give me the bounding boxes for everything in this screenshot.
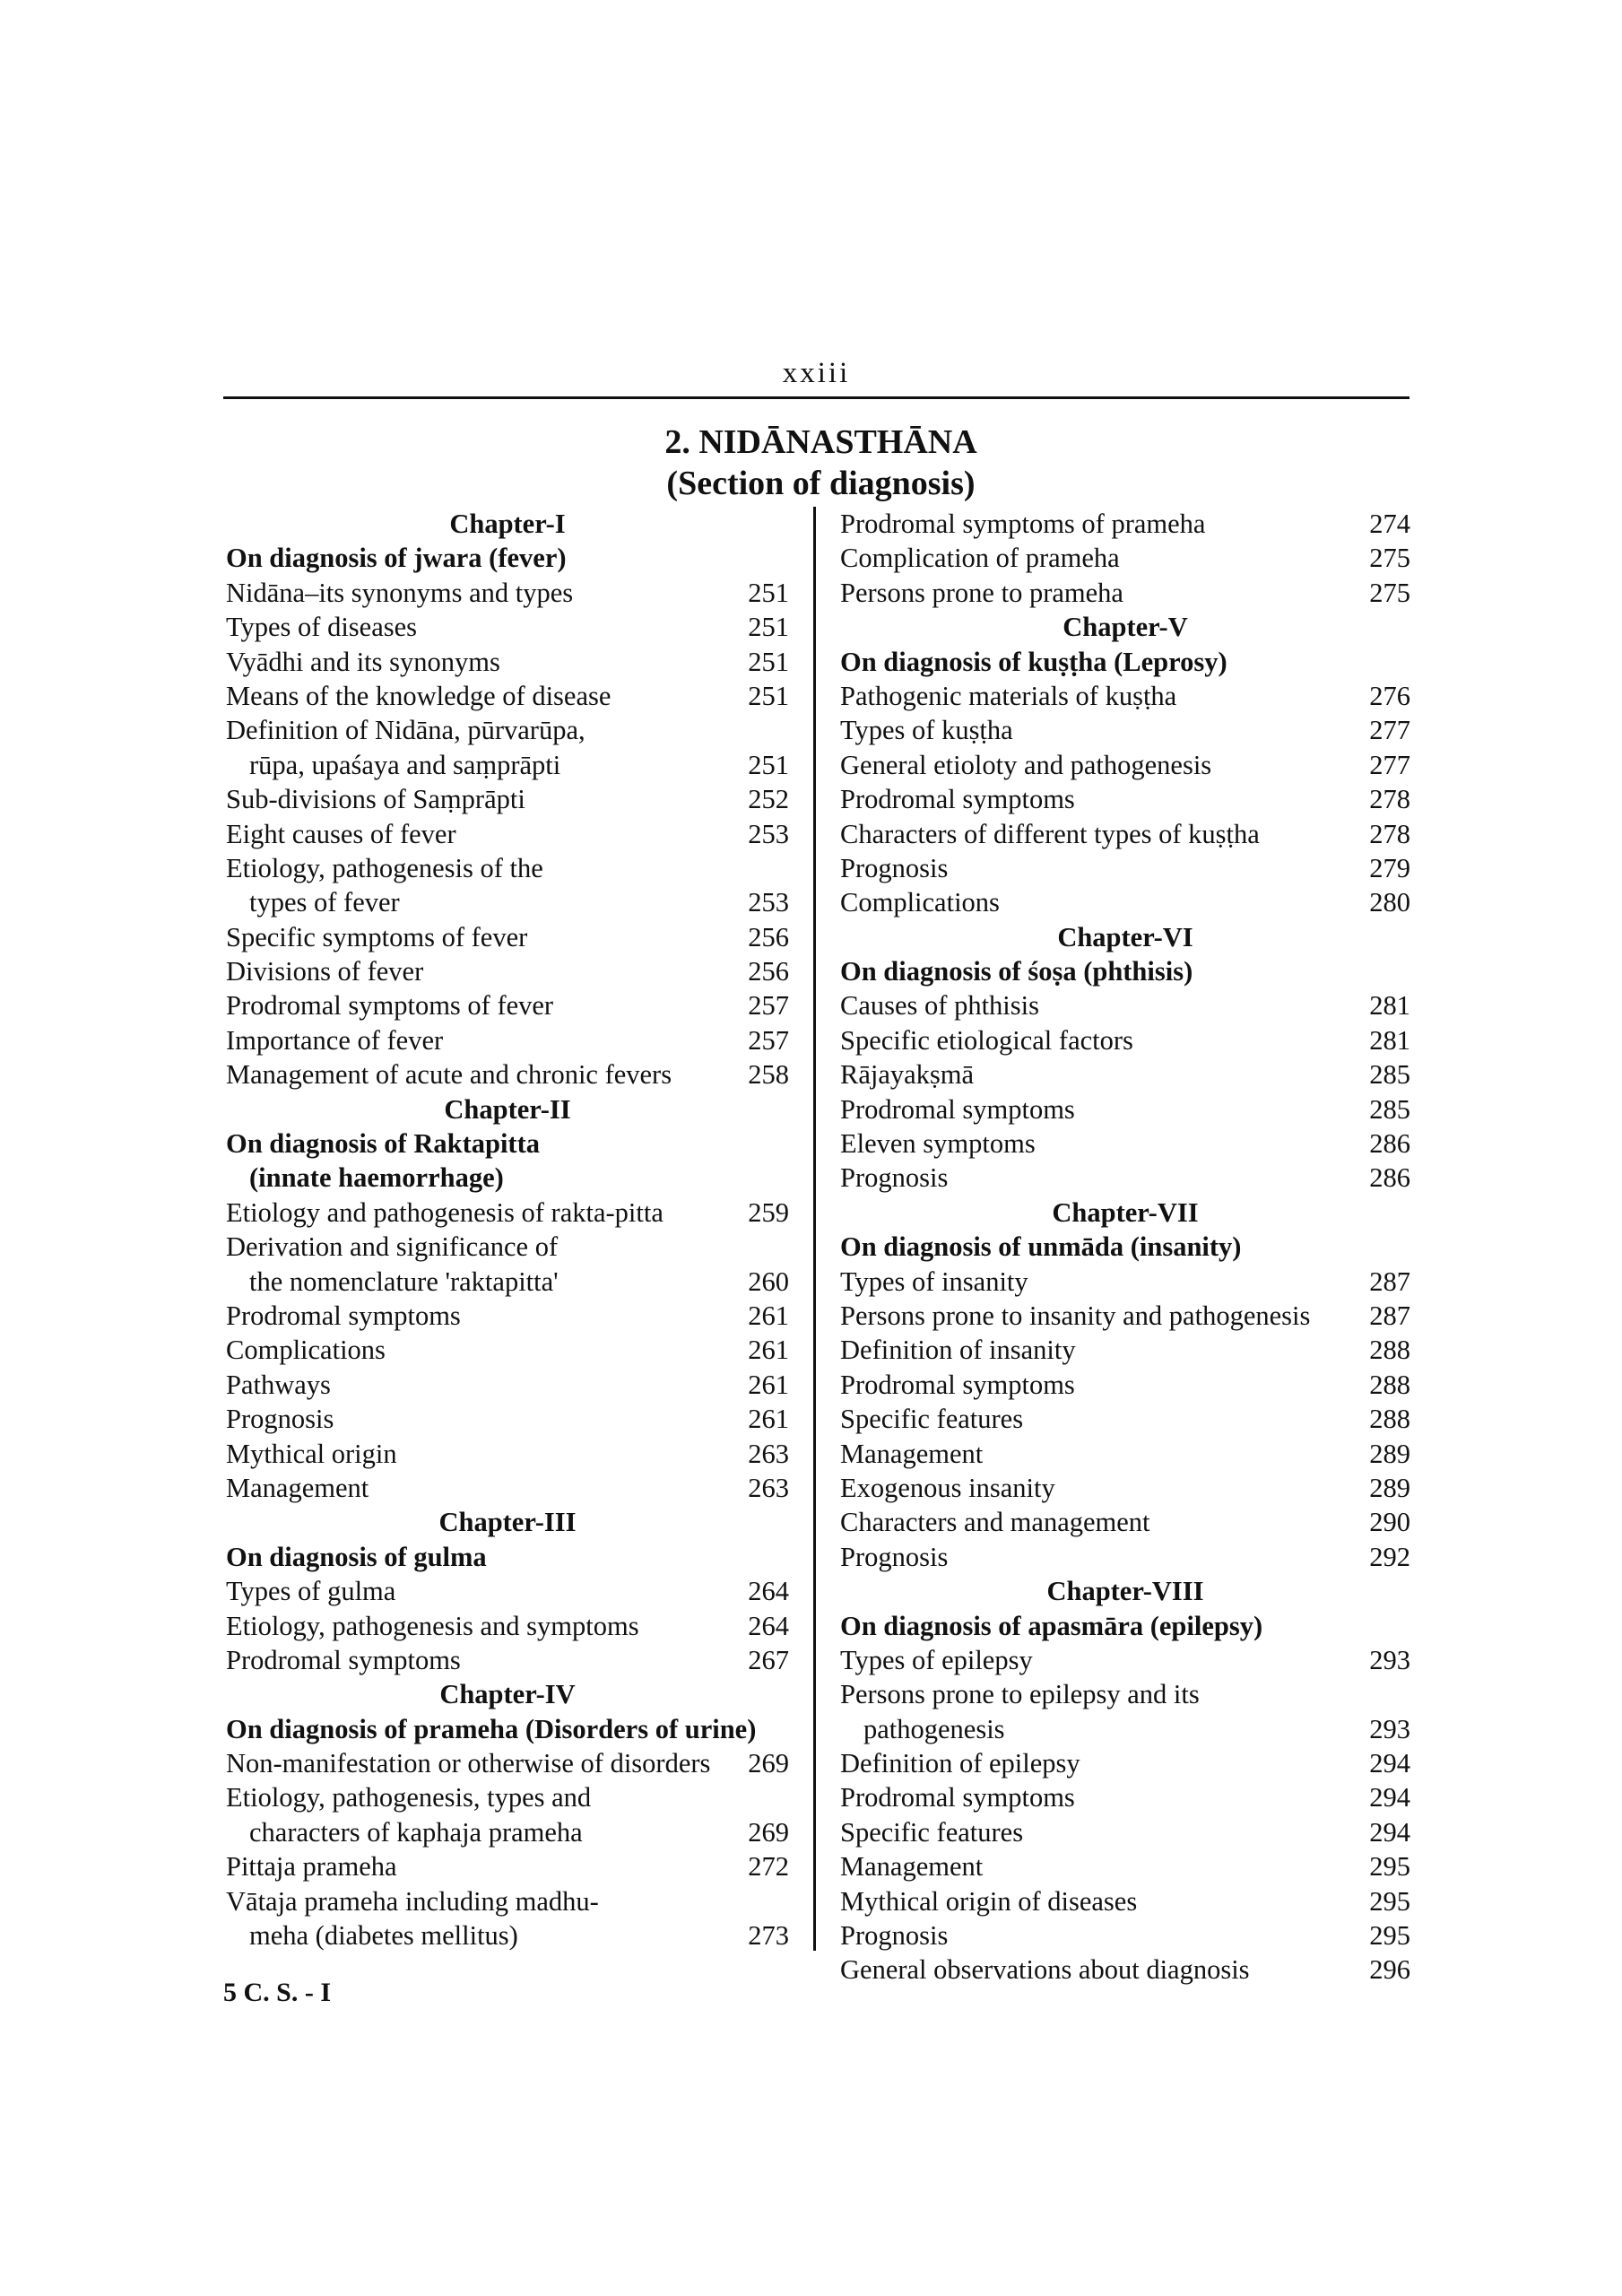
- entry-title: Mythical origin: [226, 1438, 397, 1469]
- contents-entry: [226, 645, 789, 679]
- entry-title: Pathways: [226, 1369, 331, 1400]
- entry-title: Prodromal symptoms: [840, 784, 1075, 815]
- entry-title: Prodromal symptoms: [840, 1093, 1075, 1125]
- contents-entry: [840, 1402, 1410, 1436]
- entry-page-number: 280: [1369, 887, 1410, 918]
- contents-entry: [840, 1505, 1410, 1539]
- entry-title: Causes of phthisis: [840, 990, 1039, 1022]
- entry-page-number: 287: [1369, 1265, 1410, 1297]
- entry-page-number: 292: [1369, 1541, 1410, 1572]
- entry-page-number: 261: [748, 1369, 789, 1400]
- entry-title: Types of kuṣṭha: [840, 715, 1013, 746]
- entry-title: Nidāna–its synonyms and types: [226, 577, 574, 608]
- contents-entry: [226, 782, 789, 816]
- entry-page-number: 278: [1369, 784, 1410, 815]
- entry-title: Complications: [226, 1335, 386, 1366]
- entry-title: Etiology, pathogenesis and symptoms: [226, 1610, 639, 1641]
- entry-page-number: 251: [748, 680, 789, 711]
- entry-title: Prodromal symptoms of prameha: [840, 509, 1206, 539]
- contents-entry: [226, 748, 789, 782]
- contents-entry: [840, 1092, 1410, 1126]
- chapter-subject-heading: On diagnosis of śoṣa (phthisis): [840, 956, 1193, 987]
- entry-title: Prognosis: [840, 1541, 949, 1572]
- entry-title: Management of acute and chronic fevers: [226, 1059, 672, 1091]
- chapter-subject-heading: On diagnosis of apasmāra (epilepsy): [840, 1610, 1263, 1641]
- entry-title: Management: [840, 1851, 984, 1883]
- entry-title: rūpa, upaśaya and saṃprāpti: [249, 749, 561, 780]
- entry-page-number: 289: [1369, 1472, 1410, 1503]
- entry-title: pathogenesis: [863, 1713, 1005, 1744]
- contents-entry: [226, 988, 789, 1022]
- entry-title: Non-manifestation or otherwise of disorders: [226, 1748, 711, 1779]
- entry-title: Means of the knowledge of disease: [226, 680, 612, 711]
- entry-page-number: 296: [1369, 1954, 1410, 1986]
- entry-page-number: 289: [1369, 1438, 1410, 1469]
- entry-title: Prognosis: [840, 1920, 949, 1952]
- entry-title: Derivation and significance of: [226, 1231, 559, 1263]
- entry-title: Etiology, pathogenesis of the: [226, 852, 543, 883]
- entry-title: Specific symptoms of fever: [226, 921, 528, 952]
- entry-page-number: 277: [1369, 715, 1410, 746]
- chapter-subject-heading: On diagnosis of Raktapitta: [226, 1128, 540, 1160]
- contents-entry: [840, 1884, 1410, 1918]
- contents-entry: [226, 1057, 789, 1091]
- entry-title: Prodromal symptoms: [840, 1369, 1075, 1400]
- contents-entry: [226, 1574, 789, 1608]
- contents-entry: [226, 1609, 789, 1643]
- contents-left-column: [226, 507, 789, 1952]
- contents-entry: [840, 1023, 1410, 1057]
- entry-page-number: 288: [1369, 1335, 1410, 1366]
- entry-page-number: 259: [748, 1196, 789, 1228]
- entry-title: Definition of epilepsy: [840, 1748, 1080, 1779]
- contents-right-column: [840, 507, 1410, 1987]
- chapter-heading: Chapter-IV: [439, 1679, 576, 1710]
- entry-page-number: 251: [748, 646, 789, 677]
- entry-page-number: 257: [748, 990, 789, 1022]
- contents-entry: [840, 1540, 1410, 1574]
- entry-page-number: 279: [1369, 852, 1410, 883]
- chapter-subject-heading: On diagnosis of unmāda (insanity): [840, 1231, 1242, 1263]
- chapter-subject-heading: (innate haemorrhage): [249, 1162, 504, 1194]
- entry-page-number: 253: [748, 887, 789, 918]
- entry-page-number: 269: [748, 1816, 789, 1848]
- contents-entry: [840, 817, 1410, 851]
- contents-entry: [840, 748, 1410, 782]
- section-title: [0, 422, 1622, 504]
- contents-entry: [840, 1471, 1410, 1505]
- contents-entry: [840, 507, 1410, 541]
- entry-title: General observations about diagnosis: [840, 1954, 1250, 1986]
- contents-entry: [840, 1746, 1410, 1780]
- entry-page-number: 275: [1369, 577, 1410, 608]
- chapter-heading: Chapter-II: [444, 1093, 571, 1125]
- entry-title: Etiology and pathogenesis of rakta-pitta: [226, 1196, 664, 1228]
- entry-title: Divisions of fever: [226, 956, 424, 987]
- entry-title: Persons prone to epilepsy and its: [840, 1679, 1200, 1710]
- entry-page-number: 253: [748, 818, 789, 849]
- entry-title: Sub-divisions of Saṃprāpti: [226, 784, 525, 815]
- entry-title: Pathogenic materials of kuṣṭha: [840, 680, 1177, 711]
- column-divider: [813, 507, 816, 1951]
- chapter-heading: Chapter-VI: [1057, 921, 1193, 952]
- entry-title: Etiology, pathogenesis, types and: [226, 1782, 592, 1813]
- contents-entry: [226, 885, 789, 919]
- contents-entry: [226, 576, 789, 610]
- contents-entry: [226, 1196, 789, 1230]
- entry-title: General etioloty and pathogenesis: [840, 749, 1212, 780]
- entry-page-number: 251: [748, 749, 789, 780]
- entry-title: Importance of fever: [226, 1024, 444, 1056]
- contents-entry: [226, 713, 789, 747]
- contents-entry: [226, 1884, 789, 1918]
- entry-title: types of fever: [249, 887, 400, 918]
- contents-entry: [226, 1849, 789, 1883]
- contents-entry: [226, 1265, 789, 1299]
- contents-entry: [840, 541, 1410, 575]
- entry-page-number: 293: [1369, 1713, 1410, 1744]
- entry-page-number: 295: [1369, 1885, 1410, 1917]
- entry-page-number: 267: [748, 1644, 789, 1675]
- entry-title: the nomenclature 'raktapitta': [249, 1265, 559, 1297]
- entry-page-number: 294: [1369, 1748, 1410, 1779]
- entry-page-number: 261: [748, 1300, 789, 1331]
- entry-page-number: 288: [1369, 1404, 1410, 1435]
- entry-page-number: 295: [1369, 1920, 1410, 1952]
- chapter-subject-heading: On diagnosis of gulma: [226, 1541, 487, 1572]
- contents-entry: [226, 954, 789, 988]
- top-rule: [223, 396, 1409, 399]
- entry-page-number: 256: [748, 956, 789, 987]
- contents-entry: [226, 1471, 789, 1505]
- contents-entry: [840, 713, 1410, 747]
- contents-entry: [840, 1437, 1410, 1471]
- contents-entry: [226, 817, 789, 851]
- contents-entry: [226, 1918, 789, 1952]
- contents-entry: [226, 1333, 789, 1367]
- entry-title: Persons prone to prameha: [840, 577, 1123, 608]
- contents-entry: [840, 1299, 1410, 1333]
- entry-page-number: 263: [748, 1472, 789, 1503]
- contents-entry: [840, 1057, 1410, 1091]
- entry-page-number: 285: [1369, 1093, 1410, 1125]
- section-title-main: 2. NIDĀNASTHĀNA: [664, 423, 977, 461]
- contents-entry: [226, 610, 789, 644]
- entry-title: Definition of insanity: [840, 1335, 1076, 1366]
- entry-title: Types of insanity: [840, 1265, 1028, 1297]
- contents-entry: [840, 1368, 1410, 1402]
- contents-entry: [226, 1299, 789, 1333]
- entry-title: Eight causes of fever: [226, 818, 456, 849]
- entry-title: Prognosis: [840, 1162, 949, 1194]
- chapter-subject-heading: On diagnosis of prameha (Disorders of urine): [226, 1713, 757, 1744]
- signature-footer: 5 C. S. - I: [223, 1978, 332, 2007]
- contents-entry: [226, 1402, 789, 1436]
- contents-entry: [840, 851, 1410, 885]
- contents-entry: [840, 1918, 1410, 1952]
- chapter-heading: Chapter-V: [1063, 612, 1188, 643]
- entry-title: Complications: [840, 887, 1000, 918]
- entry-title: Mythical origin of diseases: [840, 1885, 1138, 1917]
- entry-title: Specific etiological factors: [840, 1024, 1133, 1056]
- entry-page-number: 256: [748, 921, 789, 952]
- entry-title: Definition of Nidāna, pūrvarūpa,: [226, 715, 585, 746]
- entry-page-number: 286: [1369, 1162, 1410, 1194]
- entry-page-number: 251: [748, 577, 789, 608]
- entry-page-number: 258: [748, 1059, 789, 1091]
- entry-page-number: 263: [748, 1438, 789, 1469]
- entry-page-number: 269: [748, 1748, 789, 1779]
- contents-entry: [226, 1780, 789, 1814]
- entry-title: Prodromal symptoms of fever: [226, 990, 554, 1022]
- contents-entry: [226, 851, 789, 885]
- entry-title: Prodromal symptoms: [840, 1782, 1075, 1813]
- chapter-heading: Chapter-I: [449, 509, 566, 539]
- chapter-subject-heading: On diagnosis of jwara (fever): [226, 543, 567, 574]
- entry-page-number: 261: [748, 1335, 789, 1366]
- entry-title: characters of kaphaja prameha: [249, 1816, 583, 1848]
- entry-title: Types of epilepsy: [840, 1644, 1033, 1675]
- entry-page-number: 276: [1369, 680, 1410, 711]
- entry-page-number: 293: [1369, 1644, 1410, 1675]
- entry-page-number: 273: [748, 1920, 789, 1952]
- contents-entry: [840, 1643, 1410, 1677]
- contents-entry: [840, 1677, 1410, 1711]
- page-number: xxiii: [782, 357, 851, 389]
- entry-page-number: 286: [1369, 1128, 1410, 1160]
- entry-title: Specific features: [840, 1404, 1024, 1435]
- contents-entry: [840, 1780, 1410, 1814]
- entry-page-number: 290: [1369, 1507, 1410, 1538]
- contents-entry: [226, 679, 789, 713]
- entry-title: meha (diabetes mellitus): [249, 1920, 518, 1952]
- contents-entry: [226, 1023, 789, 1057]
- entry-page-number: 274: [1369, 509, 1410, 539]
- entry-title: Prodromal symptoms: [226, 1300, 461, 1331]
- entry-page-number: 285: [1369, 1059, 1410, 1091]
- chapter-heading: Chapter-III: [438, 1507, 577, 1538]
- contents-entry: [840, 1952, 1410, 1987]
- contents-entry: [840, 576, 1410, 610]
- entry-page-number: 252: [748, 784, 789, 815]
- entry-page-number: 261: [748, 1404, 789, 1435]
- contents-entry: [840, 885, 1410, 919]
- contents-entry: [226, 1368, 789, 1402]
- entry-title: Vātaja prameha including madhu-: [226, 1885, 599, 1917]
- contents-entry: [840, 988, 1410, 1022]
- entry-page-number: 260: [748, 1265, 789, 1297]
- entry-title: Prognosis: [226, 1404, 334, 1435]
- contents-entry: [840, 1265, 1410, 1299]
- entry-title: Prodromal symptoms: [226, 1644, 461, 1675]
- entry-title: Types of diseases: [226, 612, 418, 643]
- entry-page-number: 275: [1369, 543, 1410, 574]
- entry-title: Persons prone to insanity and pathogenesis: [840, 1300, 1311, 1331]
- entry-page-number: 257: [748, 1024, 789, 1056]
- entry-title: Management: [226, 1472, 369, 1503]
- contents-entry: [226, 920, 789, 954]
- chapter-heading: Chapter-VII: [1052, 1196, 1199, 1228]
- contents-entry: [840, 1849, 1410, 1883]
- entry-page-number: 295: [1369, 1851, 1410, 1883]
- contents-entry: [226, 1643, 789, 1677]
- entry-title: Types of gulma: [226, 1576, 396, 1607]
- contents-entry: [840, 1815, 1410, 1849]
- chapter-subject-heading: On diagnosis of kuṣṭha (Leprosy): [840, 646, 1227, 677]
- entry-title: Management: [840, 1438, 984, 1469]
- entry-page-number: 288: [1369, 1369, 1410, 1400]
- entry-page-number: 264: [748, 1610, 789, 1641]
- entry-page-number: 264: [748, 1576, 789, 1607]
- contents-entry: [226, 1746, 789, 1780]
- entry-page-number: 251: [748, 612, 789, 643]
- entry-page-number: 287: [1369, 1300, 1410, 1331]
- entry-title: Pittaja prameha: [226, 1851, 397, 1883]
- contents-entry: [226, 1815, 789, 1849]
- contents-entry: [226, 1437, 789, 1471]
- entry-page-number: 294: [1369, 1816, 1410, 1848]
- contents-entry: [840, 1712, 1410, 1746]
- contents-entry: [840, 1126, 1410, 1161]
- entry-page-number: 277: [1369, 749, 1410, 780]
- entry-title: Rājayakṣmā: [840, 1059, 975, 1091]
- contents-entry: [840, 1161, 1410, 1195]
- entry-title: Exogenous insanity: [840, 1472, 1055, 1503]
- entry-title: Specific features: [840, 1816, 1024, 1848]
- contents-entry: [226, 1230, 789, 1264]
- entry-title: Prognosis: [840, 852, 949, 883]
- chapter-heading: Chapter-VIII: [1046, 1576, 1204, 1607]
- entry-title: Characters and management: [840, 1507, 1150, 1538]
- section-title-subtitle: (Section of diagnosis): [666, 465, 976, 502]
- entry-title: Characters of different types of kuṣṭha: [840, 818, 1260, 849]
- contents-entry: [840, 1333, 1410, 1367]
- entry-title: Complication of prameha: [840, 543, 1120, 574]
- entry-page-number: 278: [1369, 818, 1410, 849]
- entry-title: Vyādhi and its synonyms: [226, 646, 500, 677]
- contents-entry: [840, 679, 1410, 713]
- entry-page-number: 281: [1369, 990, 1410, 1022]
- contents-entry: [840, 782, 1410, 816]
- entry-page-number: 272: [748, 1851, 789, 1883]
- entry-page-number: 281: [1369, 1024, 1410, 1056]
- entry-page-number: 294: [1369, 1782, 1410, 1813]
- entry-title: Eleven symptoms: [840, 1128, 1036, 1160]
